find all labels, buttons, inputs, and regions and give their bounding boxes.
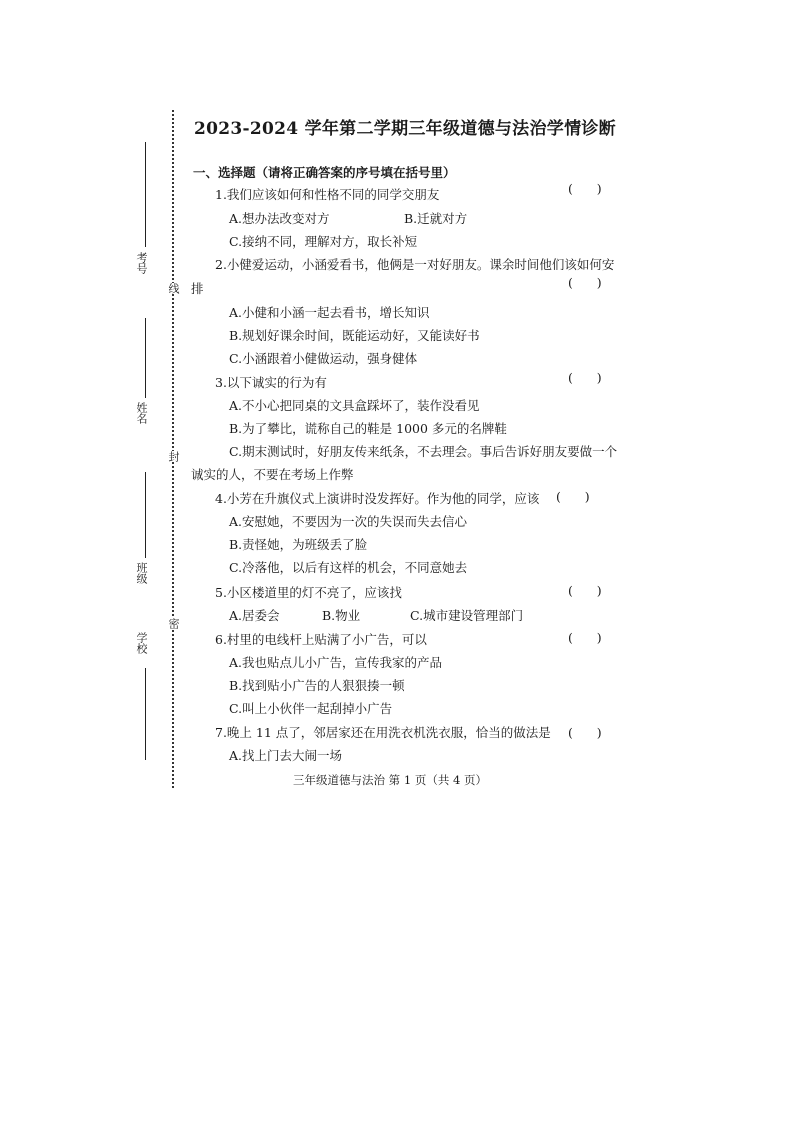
question-1-option-c: C.接纳不同，理解对方，取长补短 <box>229 234 418 249</box>
question-3-option-b: B.为了攀比，谎称自己的鞋是 1000 多元的名牌鞋 <box>229 421 507 436</box>
side-label-exam-number: 考号 <box>135 252 148 274</box>
question-2-option-b: B.规划好课余时间，既能运动好，又能读好书 <box>229 328 480 343</box>
question-6-option-a: A.我也贴点儿小广告，宣传我家的产品 <box>229 655 443 670</box>
question-6-option-b: B.找到贴小广告的人狠狠揍一顿 <box>229 678 405 693</box>
question-6-option-c: C.叫上小伙伴一起刮掉小广告 <box>229 701 393 716</box>
question-4-option-c: C.冷落他，以后有这样的机会，不同意她去 <box>229 560 468 575</box>
question-7-stem: 7.晚上 11 点了，邻居家还在用洗衣机洗衣服，恰当的做法是 <box>215 725 551 740</box>
question-5-stem: 5.小区楼道里的灯不亮了，应该找 <box>215 585 402 600</box>
question-2-option-c: C.小涵跟着小健做运动，强身健体 <box>229 351 418 366</box>
question-2-stem-continued: 排 <box>191 281 204 296</box>
question-4-stem: 4.小芳在升旗仪式上演讲时没发挥好。作为他的同学，应该 <box>215 491 540 506</box>
side-label-name: 姓名 <box>135 402 148 424</box>
question-4-answer-bracket[interactable]: ( ) <box>556 489 590 504</box>
question-3-option-c-continued: 诚实的人，不要在考场上作弊 <box>191 467 354 482</box>
side-label-class: 班级 <box>135 562 148 584</box>
binding-mark-mi: 密 <box>167 618 180 629</box>
binding-mark-xian: 线 <box>167 283 180 294</box>
question-2-answer-bracket[interactable]: ( ) <box>568 275 602 290</box>
question-3-answer-bracket[interactable]: ( ) <box>568 370 602 385</box>
question-7-answer-bracket[interactable]: ( ) <box>568 725 602 740</box>
question-6-stem: 6.村里的电线杆上贴满了小广告，可以 <box>215 632 427 647</box>
question-1-stem: 1.我们应该如何和性格不同的同学交朋友 <box>215 187 440 202</box>
side-field-line-exam-number <box>145 142 146 247</box>
side-label-school: 学校 <box>135 632 148 654</box>
question-1-answer-bracket[interactable]: ( ) <box>568 181 602 196</box>
side-field-line-name <box>145 318 146 398</box>
question-3-stem: 3.以下诚实的行为有 <box>215 375 327 390</box>
page-footer: 三年级道德与法治 第 1 页（共 4 页） <box>293 773 487 787</box>
question-5-option-a: A.居委会 <box>229 608 280 623</box>
question-6-answer-bracket[interactable]: ( ) <box>568 630 602 645</box>
side-field-line-school <box>145 668 146 760</box>
binding-dotted-line <box>172 110 174 788</box>
question-1-option-b: B.迁就对方 <box>404 211 468 226</box>
side-field-line-class <box>145 472 146 558</box>
question-1-option-a: A.想办法改变对方 <box>229 211 330 226</box>
question-5-option-b: B.物业 <box>322 608 361 623</box>
section-heading: 一、选择题（请将正确答案的序号填在括号里） <box>193 165 456 180</box>
question-2-stem: 2.小健爱运动，小涵爱看书，他俩是一对好朋友。课余时间他们该如何安 <box>215 257 615 272</box>
question-4-option-b: B.责怪她，为班级丢了脸 <box>229 537 368 552</box>
question-7-option-a: A.找上门去大闹一场 <box>229 748 343 763</box>
question-3-option-c: C.期末测试时，好朋友传来纸条，不去理会。事后告诉好朋友要做一个 <box>229 444 618 459</box>
question-3-option-a: A.不小心把同桌的文具盒踩坏了，装作没看见 <box>229 398 480 413</box>
question-5-option-c: C.城市建设管理部门 <box>410 608 524 623</box>
question-2-option-a: A.小健和小涵一起去看书，增长知识 <box>229 305 430 320</box>
binding-mark-feng: 封 <box>167 451 180 462</box>
exam-title: 2023-2024 学年第二学期三年级道德与法治学情诊断 <box>193 119 616 139</box>
question-5-answer-bracket[interactable]: ( ) <box>568 583 602 598</box>
question-4-option-a: A.安慰她，不要因为一次的失误而失去信心 <box>229 514 468 529</box>
